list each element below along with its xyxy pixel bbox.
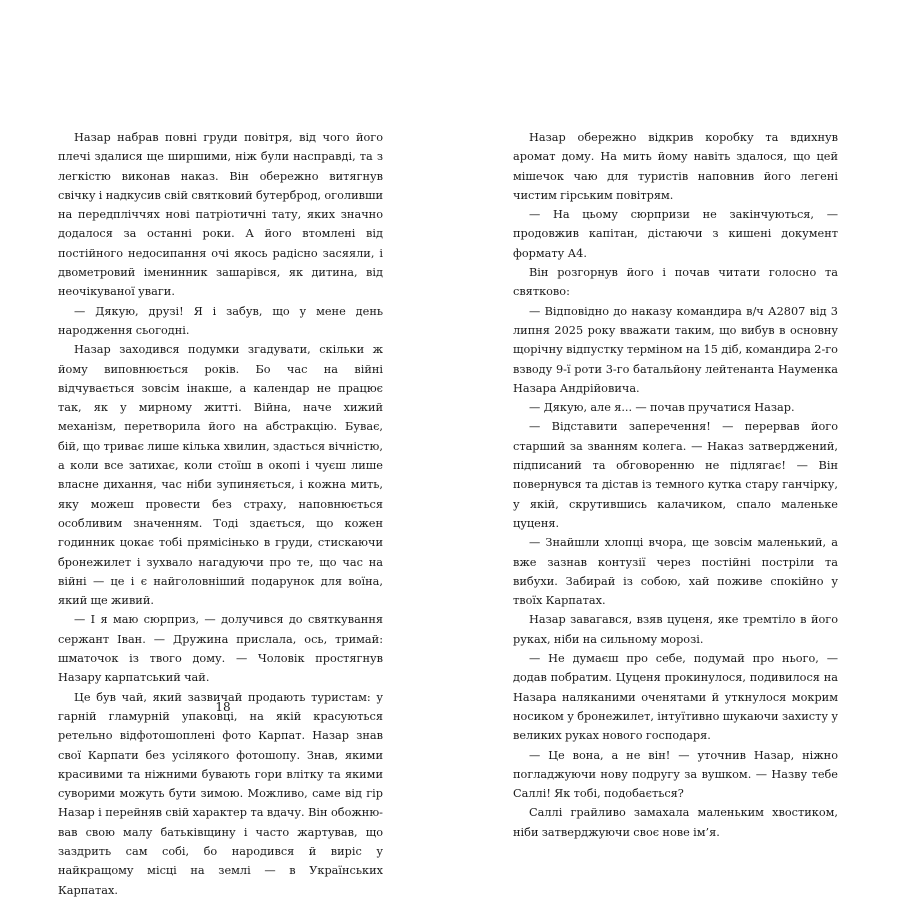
left-paragraph-3: Назар заходився подумки згадувати, скільки ж йому виповнюється років. Бо час на війні відчувається зовсім інакше, а календар не працює так, як у мирному житті. Війна, наче хижий механізм, перетворила його на абстракцію. Буває, бій, що триває лише кілька хвилин, здасться вічністю, а коли все затихає, коли стоїш в окопі і чуєш лише власне дихання, час ніби зупиняється, і кожна мить, яку можеш провести без страху, наповнюється особливим значенням. Тоді здається, що кожен годинник цокає тобі прямісінько в груди, стискаючи бронежилет і зухвало нагадуючи про те, що час на війні — це і є найголовніший подарунок для воїна, який ще живий. <box>58 343 383 608</box>
right-paragraph-4: — Відповідно до наказу командира в/ч А2807 від 3 липня 2025 року вважати таким, що вибув в основну щорічну відпустку терміном на 15 діб, командира 2-го взводу 9-ї роти 3-го батальйону лейтенанта Науменка Назара Андрійовича. <box>513 304 838 395</box>
right-paragraph-10: — Це вона, а не він! — уточнив Назар, ніжно погладжуючи нову подругу за вушком. — Назву тебе Саллі! Як тобі, подобається? <box>513 748 838 801</box>
left-paragraph-1: Назар набрав повні груди повітря, від чого його плечі здалися ще ширшими, ніж були насправді, та з легкістю виконав наказ. Він обережно витягнув свічку і надкусив свій святковий бутерброд, оголивши на передпліччях нові патріотичні тату, яких значно додалося за останні роки. А його втомлені від постійного недосипання очі якось радісно засяяли, і двометровий іменинник зашарівся, як дитина, від неочікуваної уваги. <box>58 131 383 299</box>
right-paragraph-3: Він розгорнув його і почав читати голосно та святково: <box>513 266 838 299</box>
right-paragraph-1: Назар обережно відкрив коробку та вдихнув аромат дому. На мить йому навіть здалося, що цей мішечок чаю для туристів наповнив його легені чистим гірським повітрям. <box>513 131 838 202</box>
right-paragraph-9: — Не думаєш про себе, подумай про нього, — додав побратим. Цуценя прокинулося, подивилося на Назара наляканими оченятами й уткнулося мокрим носиком у бронежилет, інтуїтивно шукаючи захисту у великих руках нового господаря. <box>513 652 838 743</box>
right-paragraph-5: — Дякую, але я... — почав пручатися Назар. <box>529 401 795 415</box>
right-paragraph-7: — Знайшли хлопці вчора, ще зовсім маленький, а вже зазнав контузії через постійні постріли та вибухи. Забирай із собою, хай поживе спокійно у твоїх Карпатах. <box>513 536 838 608</box>
right-paragraph-2: — На цьому сюрпризи не закінчуються, — продовжив капітан, дістаючи з кишені документ формату А4. <box>513 208 838 260</box>
right-page <box>513 128 838 842</box>
right-paragraph-11: Саллі грайливо замахала маленьким хвостиком, ніби затверджуючи своє нове ім’я. <box>513 806 838 839</box>
left-paragraph-2: — Дякую, друзі! Я і забув, що у мене день народження сьогодні. <box>58 304 383 337</box>
left-paragraph-5: Це був чай, який зазвичай продають туристам: у гарній гламурній упаковці, на якій красуються ретельно відфотошоплені фото Карпат. Назар знав свої Карпати без усілякого фотошопу. Знав, якими красивими та ніжними бувають гори влітку та якими суворими можуть бути зимою. Можливо, саме від гір Назар і перейняв свій характер та вдачу. Він обожнював свою малу батьківщину і часто жартував, що заздрить сам собі, бо народився й виріс у найкращому місці на землі — в Українських Карпатах. <box>58 690 383 897</box>
page-number: 18 <box>215 700 231 714</box>
left-paragraph-4: — І я маю сюрприз, — долучився до святкування сержант Іван. — Дружина прислала, ось, тримай: шматочок із твого дому. — Чоловік простягнув Назару карпатський чай. <box>58 613 383 685</box>
left-page <box>58 128 383 900</box>
right-paragraph-8: Назар завагався, взяв цуценя, яке тремтіло в його руках, ніби на сильному морозі. <box>513 613 838 646</box>
right-paragraph-6: — Відставити заперечення! — перервав його старший за званням колега. — Наказ затверджений, підписаний та обговоренню не підлягає! — Він повернувся та дістав із темного кутка стару ганчірку, у якій, скрутившись калачиком, спало маленьке цуценя. <box>513 420 838 530</box>
